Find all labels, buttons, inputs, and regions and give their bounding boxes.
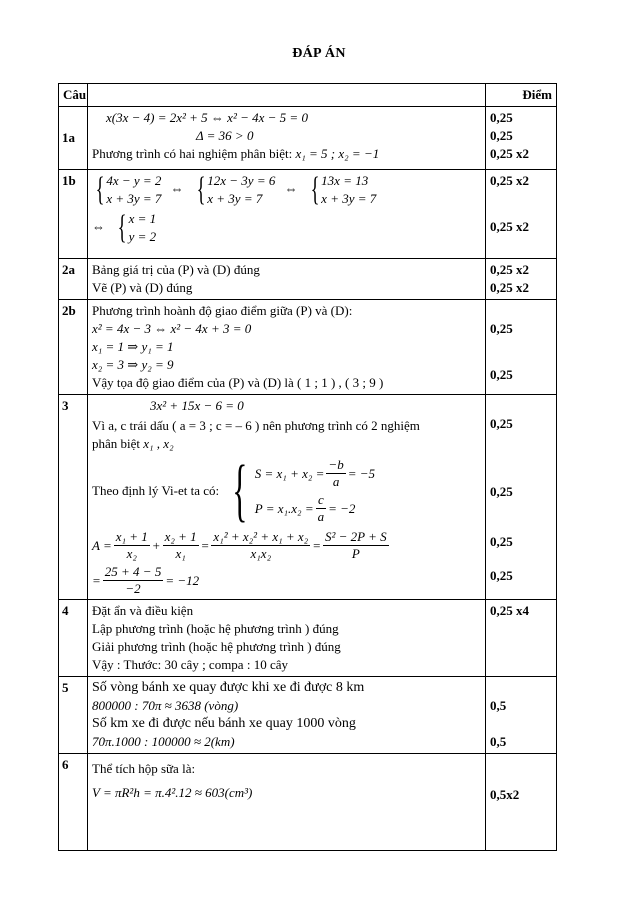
points-cell: 0,25 0,25 [486,300,557,395]
answer-cell: Đặt ẩn và điều kiện Lập phương trình (hoặc hệ phương trình ) đúng Giải phương trình (hoặc hệ phương trình ) đúng Vậy : Thước: 30 cây ; compa : 10 cây [88,600,486,677]
system-line: ⇔ { x = 1 y = 2 [92,209,157,246]
answer-cell: 3x² + 15x − 6 = 0 Vì a, c trái dấu ( a = 3 ; c = – 6 ) nên phương trình có 2 nghiệm phân biệt x₁ , x₂ Theo định lý Vi-et ta có: { S = x₁ + x₂ = $\frac{-b}{a}$ = −5 P = x₁.x₂ = $\frac{c}{a}$ = −2 A = $\frac{\text{x₁ + 1}}{\text{x₂}}$ + $\frac{\text{x₂ + 1}}{\text{x₁}}$ = $\frac{\text{x₁² + x₂² + x₁ + x₂}}{\text{x₁x₂}}$ = $\frac{\text{S² − 2P + S}}{P}$ = $\frac{25 + 4 - 5}{-2}$ = −12 [88,395,486,600]
equation-system: { S = x₁ + x₂ = $\frac{-b}{a}$ = −5 P = x₁.x₂ = $\frac{c}{a}$ = −2 [232,452,375,529]
points-cell: 0,25 0,25 0,25 x2 [486,107,557,170]
question-label: 1b [59,170,88,259]
equation-system: { 13x = 13 x + 3y = 7 [310,171,377,208]
answer-cell: Số vòng bánh xe quay được khi xe đi được 8 km 800000 : 70π ≈ 3638 (vòng) Số km xe đi được nếu bánh xe quay 1000 vòng 70π.1000 : 100000 ≈ 2(km) [88,677,486,754]
row-2b [59,300,557,395]
answer-cell: Thể tích hộp sữa là: V = πR²h = π.4².12 ≈ 603(cm³) [88,754,486,851]
points-cell: 0,25 x2 0,25 x2 [486,170,557,259]
equation: x² = 4x − 3 ⇔ x² − 4x + 3 = 0 [92,321,252,336]
row-1a [59,107,557,170]
equation-system: { 12x − 3y = 6 x + 3y = 7 [196,171,276,208]
equation: 3x² + 15x − 6 = 0 [150,398,244,413]
equation-A: A = $\frac{\text{x₁ + 1}}{\text{x₂}}$ + $\frac{\text{x₂ + 1}}{\text{x₁}}$ = $\frac{\text{x₁² + x₂² + x₁ + x₂}}{\text{x₁x₂}}$ = $\frac{\text{S² − 2P + S}}{P}$ [92,529,387,561]
question-label: 2a [59,259,88,300]
question-label: 2b [59,300,88,395]
row-6 [59,754,557,851]
answer-cell: Phương trình hoành độ giao điểm giữa (P) và (D): x² = 4x − 3 ⇔ x² − 4x + 3 = 0 x₁ = 1 ⇒ y₁ = 1 x₂ = 3 ⇒ y₂ = 9 Vậy tọa độ giao điểm của (P) và (D) là ( 1 ; 1 ) , ( 3 ; 9 ) [88,300,486,395]
equation: x₁ = 1 ⇒ y₁ = 1 [92,339,174,354]
row-3 [59,395,557,600]
row-5 [59,677,557,754]
answer-cell: Bảng giá trị của (P) và (D) đúng Vẽ (P) và (D) đúng [88,259,486,300]
answer-cell [88,170,486,259]
vieta-block: Theo định lý Vi-et ta có: { S = x₁ + x₂ = $\frac{-b}{a}$ = −5 P = x₁.x₂ = $\frac{c}{a}$ = −2 [92,452,375,529]
page-title: ĐÁP ÁN [292,46,346,61]
equation: Δ = 36 > 0 [196,128,254,143]
equation-system: { x = 1 y = 2 [117,209,157,246]
equation-result: = $\frac{25 + 4 - 5}{-2}$ = −12 [92,564,200,596]
points-cell: 0,5 0,5 [486,677,557,754]
points-cell: 0,5x2 [486,754,557,851]
equation: x₂ = 3 ⇒ y₂ = 9 [92,357,174,372]
row-4 [59,600,557,677]
equation: 70π.1000 : 100000 ≈ 2(km) [92,734,235,749]
question-label: 6 [59,754,88,851]
equation-system: { 4x − y = 2 x + 3y = 7 [95,171,162,208]
question-label: 4 [59,600,88,677]
row-1b [59,170,557,259]
equation: x(3x − 4) = 2x² + 5 ⇔ x² − 4x − 5 = 0 [106,110,308,125]
row-2a [59,259,557,300]
header-question: Câu [59,84,88,107]
answer-table [58,83,557,851]
points-cell: 0,25 0,25 0,25 0,25 [486,395,557,600]
question-label: 1a [59,107,88,170]
header-points: Điểm [486,84,557,107]
answer-cell [88,107,486,170]
table-header-row [59,84,557,107]
question-label: 5 [59,677,88,754]
text-line: Phương trình có hai nghiệm phân biệt: x₁ = 5 ; x₂ = −1 [92,146,380,161]
equation: V = πR²h = π.4².12 ≈ 603(cm³) [92,785,253,800]
system-line: { 4x − y = 2 x + 3y = 7 ⇔ { 12x − 3y = 6 x + 3y = 7 ⇔ { 13x = 13 x + 3y = 7 [92,172,481,208]
points-cell: 0,25 x4 [486,600,557,677]
equation: 800000 : 70π ≈ 3638 (vòng) [92,698,239,713]
question-label: 3 [59,395,88,600]
points-cell: 0,25 x2 0,25 x2 [486,259,557,300]
